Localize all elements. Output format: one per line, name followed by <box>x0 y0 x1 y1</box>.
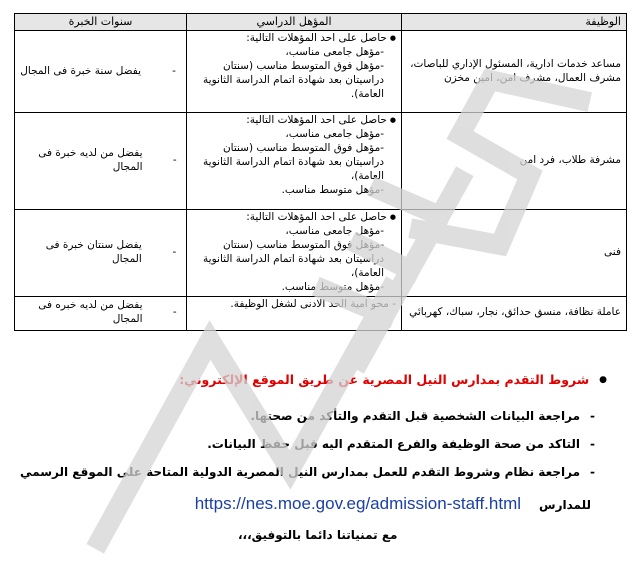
list-item <box>20 465 595 479</box>
header-qualification: المؤهل الدراسي <box>187 14 402 31</box>
experience-cell <box>15 31 187 113</box>
list-item <box>207 437 595 451</box>
qualification-line: ● حاصل على احد المؤهلات التالية: <box>192 32 396 46</box>
qualification-line: -مؤهل متوسط مناسب. <box>281 183 384 196</box>
job-cell: مساعد خدمات ادارية، المسئول الإداري للباصات، مشرف العمال، مشرف امن، امين مخزن <box>402 31 627 113</box>
qualification-line: -مؤهل جامعى مناسب، <box>285 224 384 237</box>
list-item <box>250 409 595 423</box>
qualification-line: ● حاصل على احد المؤهلات التالية: <box>192 211 396 225</box>
job-cell: مشرفة طلاب، فرد امن <box>402 113 627 210</box>
dash-bullet: - <box>172 154 177 167</box>
schools-word: للمدارس <box>539 498 591 512</box>
jobs-table <box>14 13 627 331</box>
experience-text: يفضل سنتان خبرة فى المجال <box>45 238 142 265</box>
qualification-line: -مؤهل جامعى مناسب، <box>285 127 384 140</box>
job-cell: فنى <box>402 210 627 297</box>
admission-link[interactable]: https://nes.moe.gov.eg/admission-staff.html <box>194 494 522 513</box>
qualification-cell <box>187 31 402 113</box>
table-header-row <box>15 14 627 31</box>
job-cell: عاملة نظافة، منسق حدائق، نجار، سباك، كهربائي <box>402 296 627 330</box>
qualification-line: -مؤهل جامعى مناسب، <box>285 45 384 58</box>
dash-bullet: - <box>590 465 595 479</box>
list-item-text: التاكد من صحة الوظيفة والفرع المتقدم اليه قبل حفظ البيانات. <box>207 437 581 451</box>
closing-text: مع تمنياتنا دائما بالتوفيق،،، <box>238 528 398 542</box>
header-experience: سنوات الخبرة <box>15 14 187 31</box>
dash-bullet: - <box>590 409 595 423</box>
qualification-cell <box>187 296 402 330</box>
qualification-cell <box>187 210 402 297</box>
qualification-line: -مؤهل فوق المتوسط مناسب (سنتان دراسيتان بعد شهادة اتمام الدراسة الثانوية العامة)، <box>203 141 384 182</box>
qualification-line: ● حاصل على احد المؤهلات التالية: <box>192 114 396 128</box>
qualification-line: - محو امية الحد الادنى لشغل الوظيفة. <box>230 297 396 310</box>
table-row <box>15 31 627 113</box>
experience-cell <box>15 113 187 210</box>
qualification-line: -مؤهل متوسط مناسب. <box>281 280 384 293</box>
section-title-text: شروط التقدم بمدارس النيل المصرية عن طريق الموقع الإلكتروني: <box>179 372 590 387</box>
experience-cell <box>15 210 187 297</box>
list-item-text: مراجعة البيانات الشخصية قبل التقدم والتأكد من صحتها. <box>250 409 581 423</box>
dash-bullet: - <box>172 245 177 258</box>
qualification-line: -مؤهل فوق المتوسط مناسب (سنتان دراسيتان بعد شهادة اتمام الدراسة الثانوية العامة). <box>203 59 384 100</box>
dash-bullet: - <box>172 306 177 319</box>
dash-bullet: - <box>172 64 176 77</box>
header-job: الوظيفة <box>402 14 627 31</box>
link-line <box>195 494 591 514</box>
experience-cell <box>15 296 187 330</box>
table-row <box>15 210 627 297</box>
list-item-text: مراجعة نظام وشروط التقدم للعمل بمدارس النيل المصرية الدولية المتاحة على الموقع الرسمي <box>20 465 581 479</box>
dash-bullet: - <box>590 437 595 451</box>
table-row <box>15 296 627 330</box>
qualification-cell <box>187 113 402 210</box>
table-row <box>15 113 627 210</box>
section-title <box>179 372 607 387</box>
bullet-dot: ● <box>599 375 607 385</box>
qualification-line: -مؤهل فوق المتوسط مناسب (سنتان دراسيتان بعد شهادة اتمام الدراسة الثانوية العامة)، <box>203 238 384 279</box>
experience-text: يفضل سنة خبرة فى المجال <box>20 64 141 77</box>
experience-text: يفضل من لديه خبرة فى المجال <box>38 147 143 173</box>
experience-text: يفضل من لديه خبره فى المجال <box>38 299 143 326</box>
